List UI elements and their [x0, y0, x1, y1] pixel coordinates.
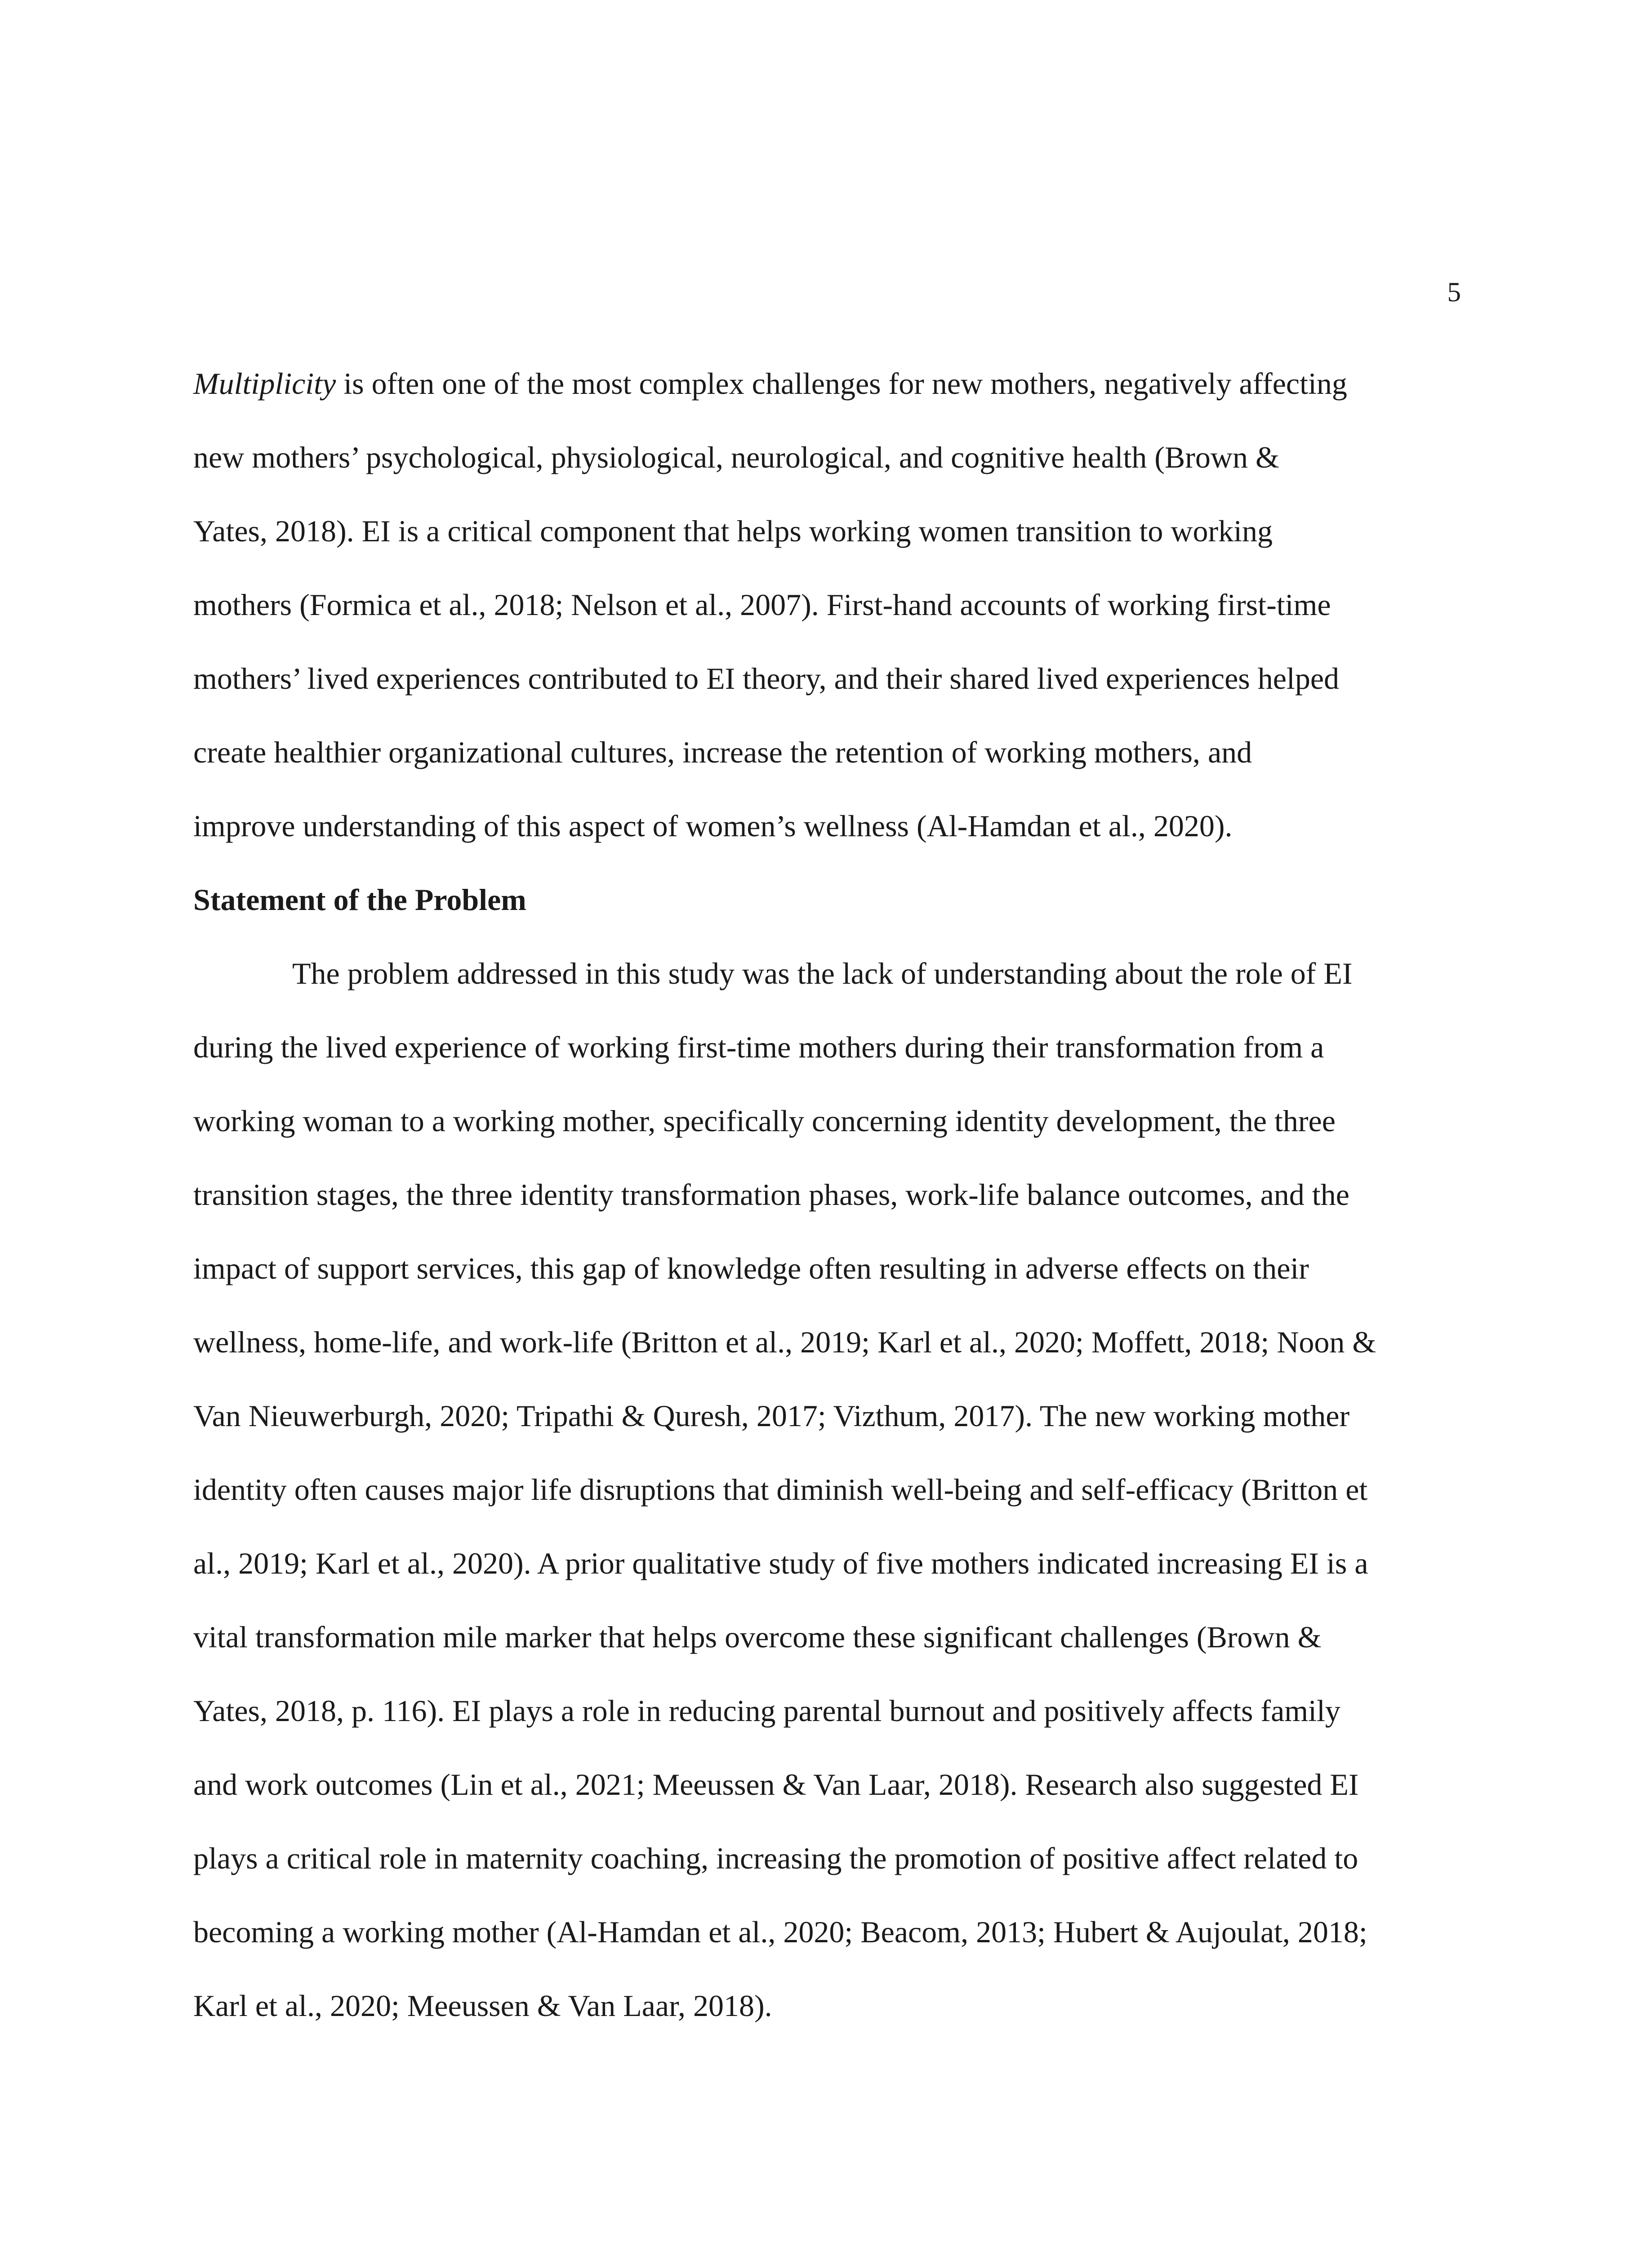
body-line: Yates, 2018, p. 116). EI plays a role in reducing parental burnout and positively affects family	[193, 1694, 1340, 1728]
italic-term: Multiplicity	[193, 366, 336, 401]
body-line: during the lived experience of working first-time mothers during their transformation from a	[193, 1030, 1324, 1064]
body-line: becoming a working mother (Al-Hamdan et al., 2020; Beacom, 2013; Hubert & Aujoulat, 2018;	[193, 1915, 1367, 1949]
intro-line	[193, 365, 1452, 402]
body-line: al., 2019; Karl et al., 2020). A prior qualitative study of five mothers indicated increasing EI is a	[193, 1546, 1368, 1580]
intro-line: mothers (Formica et al., 2018; Nelson et al., 2007). First-hand accounts of working first-time	[193, 588, 1331, 622]
intro-paragraph	[193, 365, 1452, 844]
intro-line: mothers’ lived experiences contributed to EI theory, and their shared lived experiences helped	[193, 661, 1340, 696]
body-line: impact of support services, this gap of knowledge often resulting in adverse effects on their	[193, 1251, 1309, 1285]
body-line: and work outcomes (Lin et al., 2021; Meeussen & Van Laar, 2018). Research also suggested EI	[193, 1767, 1359, 1802]
body-line: Van Nieuwerburgh, 2020; Tripathi & Quresh, 2017; Vizthum, 2017). The new working mother	[193, 1399, 1350, 1433]
page-number: 5	[1447, 277, 1461, 308]
body-line: identity often causes major life disruptions that diminish well-being and self-efficacy (Britton et	[193, 1472, 1368, 1507]
intro-line: Yates, 2018). EI is a critical component that helps working women transition to working	[193, 514, 1273, 548]
body-line: wellness, home-life, and work-life (Britton et al., 2019; Karl et al., 2020; Moffett, 2018; Noon &	[193, 1325, 1376, 1359]
intro-line-text: is often one of the most complex challenges for new mothers, negatively affecting	[336, 366, 1347, 401]
section-heading: Statement of the Problem	[193, 883, 526, 917]
body-line: working woman to a working mother, specifically concerning identity development, the three	[193, 1104, 1336, 1138]
body-line: The problem addressed in this study was the lack of understanding about the role of EI	[292, 956, 1353, 990]
intro-line: improve understanding of this aspect of women’s wellness (Al-Hamdan et al., 2020).	[193, 809, 1233, 843]
intro-line: create healthier organizational cultures, increase the retention of working mothers, and	[193, 735, 1252, 769]
body-line: Karl et al., 2020; Meeussen & Van Laar, 2018).	[193, 1989, 772, 2023]
body-line: vital transformation mile marker that helps overcome these significant challenges (Brown &	[193, 1620, 1322, 1654]
problem-statement-paragraph	[193, 955, 1452, 2024]
body-line: plays a critical role in maternity coaching, increasing the promotion of positive affect related to	[193, 1841, 1358, 1875]
body-line: transition stages, the three identity transformation phases, work-life balance outcomes, and the	[193, 1178, 1349, 1212]
page-body	[193, 365, 1452, 2061]
intro-line: new mothers’ psychological, physiological, neurological, and cognitive health (Brown &	[193, 440, 1279, 474]
